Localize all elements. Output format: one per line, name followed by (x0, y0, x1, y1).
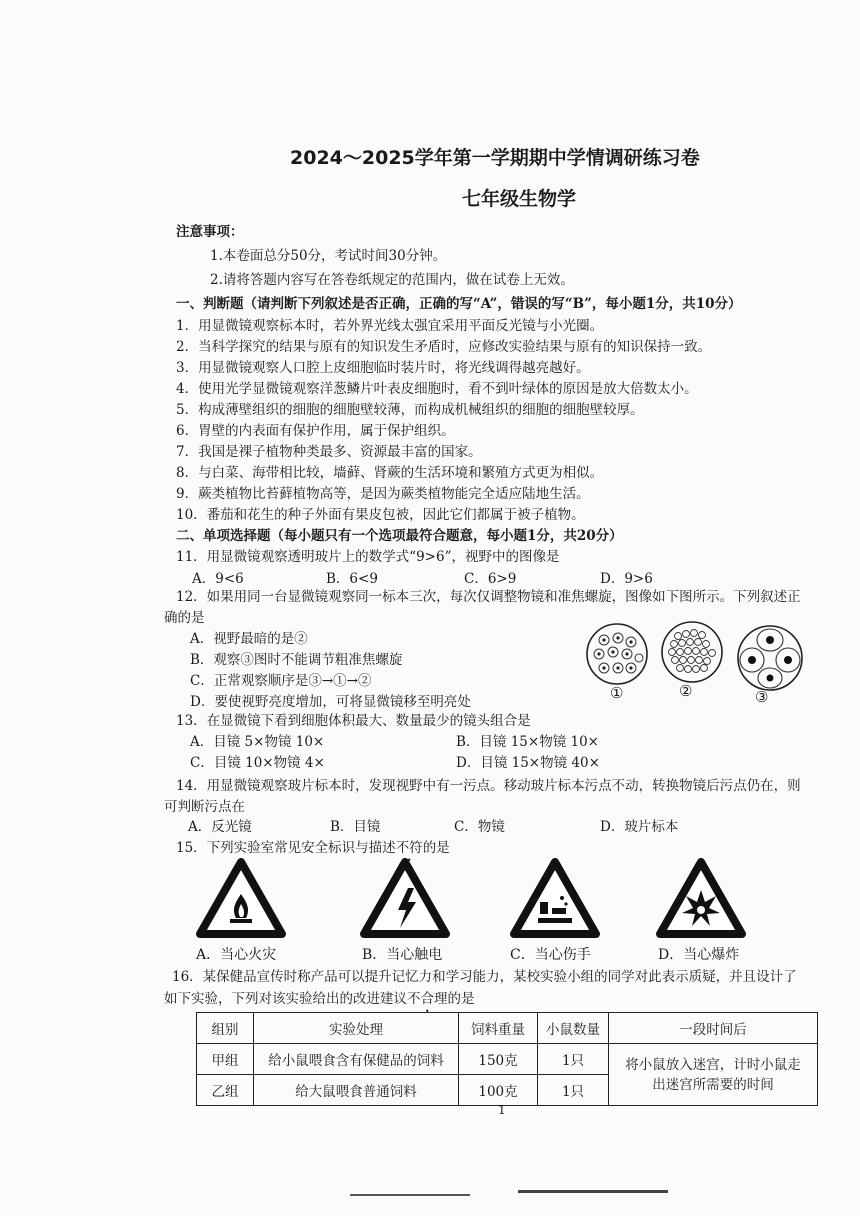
view-2-label: ② (679, 682, 693, 700)
q15-option-c: C．当心伤手 (510, 947, 591, 963)
q13-option-c: C．目镜 10×物镜 4× (190, 755, 325, 771)
experiment-table (196, 1012, 818, 1106)
q15-emphasis: 不符 (395, 840, 423, 856)
view-3-image (738, 626, 802, 690)
page-number: 1 (498, 1103, 506, 1117)
hand-injury-warning-sign (510, 858, 600, 938)
judge-item: 10．番茄和花生的种子外面有果皮包被，因此它们都属于被子植物。 (176, 507, 585, 523)
view-3-label: ③ (755, 688, 769, 706)
judge-item: 5．构成薄壁组织的细胞的细胞壁较薄，而构成机械组织的细胞的细胞壁较厚。 (176, 402, 644, 418)
q11-option-d: D．9>6 (600, 571, 653, 587)
judge-item: 7．我国是裸子植物种类最多、资源最丰富的国家。 (176, 444, 482, 460)
explosion-warning-sign (656, 858, 746, 938)
table-header: 组别 (197, 1013, 254, 1044)
q12-stem-cont: 确的是 (164, 610, 205, 626)
q14-option-a: A．反光镜 (188, 819, 252, 835)
q14-option-c: C．物镜 (454, 819, 505, 835)
table-header: 饲料重量 (459, 1013, 538, 1044)
q15-option-d: D．当心爆炸 (658, 947, 740, 963)
table-header: 实验处理 (254, 1013, 459, 1044)
note-item: 1.本卷面总分50分，考试时间30分钟。 (210, 248, 447, 264)
q16-stem-cont: 如下实验，下列对该实验给出的改进建议不合理的是 (164, 991, 475, 1007)
fire-warning-sign (196, 858, 286, 938)
view-2-image (662, 622, 722, 682)
q12-option-c: C．正常观察顺序是③→①→② (190, 673, 372, 689)
q11-option-a: A．9<6 (192, 571, 244, 587)
table-cell: 甲组 (197, 1044, 254, 1075)
judge-item: 2．当科学探究的结果与原有的知识发生矛盾时，应修改实验结果与原有的知识保持一致。 (176, 339, 712, 355)
page-title: 2024～2025学年第一学期期中学情调研练习卷 (290, 147, 700, 169)
q14-stem-cont: 可判断污点在 (164, 799, 245, 815)
scan-mark-line (518, 1190, 668, 1193)
q15-option-a: A．当心火灾 (196, 947, 277, 963)
view-1-label: ① (610, 684, 624, 702)
table-header: 一段时间后 (609, 1013, 818, 1044)
table-cell: 给大鼠喂食普通饲料 (254, 1075, 459, 1106)
q13-option-a: A．目镜 5×物镜 10× (190, 734, 325, 750)
q11-stem: 11．用显微镜观察透明玻片上的数学式“9>6”，视野中的图像是 (176, 549, 560, 565)
q13-option-b: B．目镜 15×物镜 10× (456, 734, 599, 750)
q16-emphasis: 不合理 (407, 991, 448, 1007)
q14-stem: 14．用显微镜观察玻片标本时，发现视野中有一污点。移动玻片标本污点不动，转换物镜后污点仍在，则 (176, 778, 801, 794)
q14-option-d: D．玻片标本 (600, 819, 679, 835)
q12-option-b: B．观察③图时不能调节粗准焦螺旋 (190, 652, 403, 668)
q11-option-c: C．6>9 (464, 571, 517, 587)
section2-heading: 二、单项选择题（每小题只有一个选项最符合题意，每小题1分，共20分） (176, 528, 623, 544)
table-cell: 给小鼠喂食含有保健品的饲料 (254, 1044, 459, 1075)
q14-option-b: B．目镜 (330, 819, 381, 835)
table-cell: 100克 (459, 1075, 538, 1106)
section1-heading: 一、判断题（请判断下列叙述是否正确，正确的写“A”，错误的写“B”，每小题1分，共10分） (176, 296, 742, 312)
scan-mark-line (350, 1194, 470, 1196)
view-1-image (587, 624, 647, 684)
judge-item: 6．胃壁的内表面有保护作用，属于保护组织。 (176, 423, 455, 439)
q12-option-d: D．要使视野亮度增加，可将显微镜移至明亮处 (190, 694, 471, 710)
judge-item: 9．蕨类植物比苔藓植物高等，是因为蕨类植物能完全适应陆地生活。 (176, 486, 590, 502)
table-cell: 150克 (459, 1044, 538, 1075)
q15-option-b: B．当心触电 (362, 947, 443, 963)
q16-stem: 16．某保健品宣传时称产品可以提升记忆力和学习能力，某校实验小组的同学对此表示质疑，并且设计了 (172, 969, 797, 985)
page-subtitle: 七年级生物学 (462, 188, 577, 210)
table-merged-cell: 将小鼠放入迷宫，计时小鼠走出迷宫所需要的时间 (609, 1044, 818, 1106)
judge-item: 8．与白菜、海带相比较，墙藓、肾蕨的生活环境和繁殖方式更为相似。 (176, 465, 604, 481)
table-cell: 1只 (538, 1044, 609, 1075)
judge-item: 4．使用光学显微镜观察洋葱鳞片叶表皮细胞时，看不到叶绿体的原因是放大倍数太小。 (176, 381, 698, 397)
table-cell: 1只 (538, 1075, 609, 1106)
q11-option-b: B．6<9 (326, 571, 378, 587)
q13-option-d: D．目镜 15×物镜 40× (456, 755, 600, 771)
note-item: 2.请将答题内容写在答卷纸规定的范围内，做在试卷上无效。 (210, 272, 574, 288)
q12-stem: 12．如果用同一台显微镜观察同一标本三次，每次仅调整物镜和准焦螺旋，图像如下图所示。下列叙述正 (176, 589, 801, 605)
electric-shock-warning-sign (360, 858, 450, 938)
table-header: 小鼠数量 (538, 1013, 609, 1044)
table-row (197, 1044, 818, 1075)
table-header-row (197, 1013, 818, 1044)
q12-option-a: A．视野最暗的是② (190, 631, 308, 647)
q13-stem: 13．在显微镜下看到细胞体积最大、数量最少的镜头组合是 (176, 713, 531, 729)
judge-item: 3．用显微镜观察人口腔上皮细胞临时装片时，将光线调得越亮越好。 (176, 360, 590, 376)
judge-item: 1．用显微镜观察标本时，若外界光线太强宜采用平面反光镜与小光圈。 (176, 318, 604, 334)
q15-stem: 15．下列实验室常见安全标识与描述不符的是 (176, 840, 450, 856)
table-cell: 乙组 (197, 1075, 254, 1106)
notes-heading: 注意事项： (176, 224, 244, 240)
